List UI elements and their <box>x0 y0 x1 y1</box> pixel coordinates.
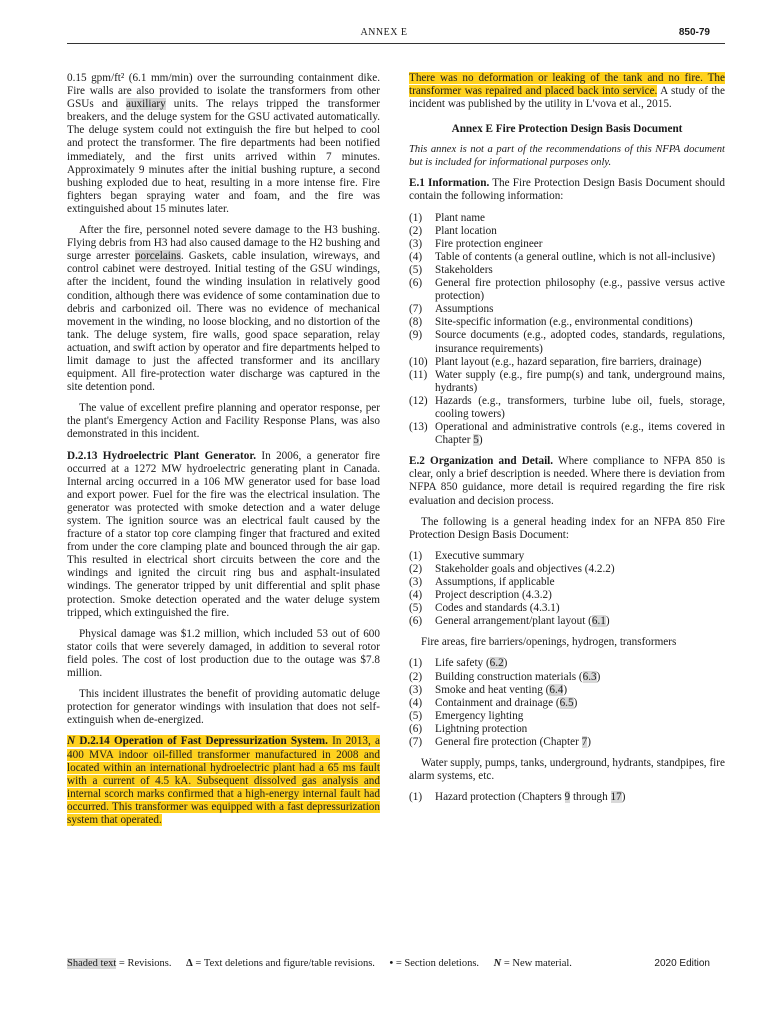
list-text: Stakeholder goals and objectives (4.2.2) <box>435 562 615 575</box>
list-item <box>409 369 725 395</box>
list-number: (6) <box>409 722 423 735</box>
page-number: 850-79 <box>678 27 710 38</box>
list-number: (1) <box>409 549 423 562</box>
list-item <box>409 671 725 684</box>
list-item <box>409 238 725 251</box>
list-number: (3) <box>409 576 423 588</box>
list-item <box>409 329 725 355</box>
annex-title: Annex E Fire Protection Design Basis Document <box>451 123 683 136</box>
list-item <box>409 356 725 369</box>
list-item <box>409 736 725 749</box>
list-text: Containment and drainage (6.5) <box>435 696 578 709</box>
section-heading: E.1 Information. <box>409 177 490 190</box>
list-number: (1) <box>409 657 423 670</box>
revision-shade: auxiliary <box>125 98 166 111</box>
list-item <box>409 684 725 697</box>
delta-icon: Δ <box>186 958 193 969</box>
list-number: (4) <box>409 696 423 709</box>
section-e-1: E.1 Information. The Fire Protection Design Basis Document should contain the following information: <box>409 177 725 203</box>
list-text: General arrangement/plant layout (6.1) <box>435 615 610 628</box>
list-item <box>409 589 725 602</box>
list-text: Emergency lighting <box>435 709 524 722</box>
list-item <box>409 563 725 576</box>
revision-shade: 17 <box>610 791 622 804</box>
list-number: (2) <box>409 670 423 683</box>
revision-shade: 6.3 <box>582 670 597 683</box>
list-text: Hazards (e.g., transformers, turbine lube oil, fuels, storage, cooling towers) <box>435 394 725 420</box>
list-item <box>409 251 725 264</box>
list-item <box>409 277 725 303</box>
section-heading: D.2.14 Operation of Fast Depressurization System. <box>79 735 328 748</box>
list-number: (9) <box>409 329 423 342</box>
revision-shade: 6.5 <box>559 696 574 709</box>
list-number: (6) <box>409 277 423 290</box>
fire-areas-list <box>409 657 725 749</box>
list-number: (5) <box>409 263 423 276</box>
left-column <box>67 72 380 835</box>
list-text: Assumptions, if applicable <box>435 576 555 588</box>
list-number: (7) <box>409 303 423 316</box>
header-rule <box>67 43 725 44</box>
list-text: Water supply (e.g., fire pump(s) and tank, underground mains, hydrants) <box>435 368 725 394</box>
list-text: Stakeholders <box>435 263 493 276</box>
paragraph: The value of excellent prefire planning and operator response, per the plant's Emergency Action and Facility Response Plans, was also demonstrated in this incident. <box>67 402 380 441</box>
paragraph: 0.15 gpm/ft² (6.1 mm/min) over the surrounding containment dike. Fire walls are also provided to isolate the transformers from other GSUs and auxiliary units. The relays tripped the transformer breakers, and the deluge system for the GSU activated automatically. The deluge system could not extinguish the fire but helped to cool and protect the transformer. The fire departments had been notified immediately, and the first units arrived within 7 minutes. Approximately 9 minutes after the initial bushing rupture, a second bushing exploded due to heat, resulting in a more intense fire. Fire fighters began spraying water and foam, and the fire was extinguished about 15 minutes later. <box>67 72 381 215</box>
list-text: Plant location <box>435 224 497 237</box>
water-supply-list <box>409 791 725 804</box>
revision-shade: 9 <box>564 791 571 804</box>
list-item <box>409 697 725 710</box>
list-number: (1) <box>409 791 423 804</box>
revision-shade: 7 <box>581 736 588 749</box>
list-item <box>409 602 725 615</box>
revision-shade: 6.1 <box>591 615 606 628</box>
list-text: General fire protection (Chapter 7) <box>435 736 591 749</box>
list-number: (13) <box>409 421 428 434</box>
highlighted-text: There was no deformation or leaking of the tank and no fire. The transformer was repaired and placed back into service. <box>409 72 725 98</box>
section-d-2-14: N D.2.14 Operation of Fast Depressurization System. In 2013, a 400 MVA indoor oil-filled transformer manufactured in 2008 and located within an international hydroelectric plant had a 65 ms fault with a current of 4.5 kA. Subsequent dissolved gas analysis and internal scorch marks confirmed that a high-energy internal fault had occurred. This transformer was equipped with a fast depressurization system that operated. <box>67 735 380 826</box>
list-number: (4) <box>409 250 423 263</box>
list-number: (2) <box>409 562 423 575</box>
list-text: Plant layout (e.g., hazard separation, fire barriers, drainage) <box>435 355 702 368</box>
revision-shade: 6.2 <box>489 657 504 670</box>
list-number: (1) <box>409 211 423 224</box>
right-column <box>409 72 725 812</box>
list-text: Operational and administrative controls (e.g., items covered in Chapter 5) <box>435 421 725 447</box>
list-item <box>409 550 725 563</box>
section-d-2-13: D.2.13 Hydroelectric Plant Generator. In 2006, a generator fire occurred at a 1272 MW hydroelectric generating plant in Canada. Internal arcing occurred in a 106 MW generator used for base load and export power. Fuel for the fire was the electrical insulation. The generator was protected with smoke detection and a water deluge system. The ignition source was an electrical fault caused by the fracture of a stator top core clamping finger that fractured and exited from under the core clamping plate and bounced through the air gap. This resulted in electrical short circuits between the core and the windings and ignited the circuit ring bus and asphalt-insulated windings. The generator tripped by unit differential and split phase protection. Smoke detection operated and the water deluge system tripped, which extinguished the fire. <box>67 449 380 619</box>
revision-shade: 6.4 <box>549 683 564 696</box>
paragraph: There was no deformation or leaking of the tank and no fire. The transformer was repaired and placed back into service. A study of the incident was published by the utility in L'vova et al., 2015. <box>409 72 725 111</box>
list-number: (5) <box>409 709 423 722</box>
list-number: (6) <box>409 615 423 628</box>
list-text: Smoke and heat venting (6.4) <box>435 683 568 696</box>
legend-shaded-text: Shaded text <box>67 958 117 969</box>
heading-index-list <box>409 550 725 629</box>
list-item <box>409 212 725 225</box>
information-list <box>409 212 725 448</box>
paragraph: Water supply, pumps, tanks, underground, hydrants, standpipes, fire alarm systems, etc. <box>409 757 725 783</box>
list-text: Life safety (6.2) <box>435 657 508 670</box>
list-text: Source documents (e.g., adopted codes, standards, regulations, insurance requirements) <box>435 329 725 355</box>
header-annex-label: ANNEX E <box>360 27 408 38</box>
list-text: Table of contents (a general outline, which is not all-inclusive) <box>435 250 716 263</box>
list-item <box>409 225 725 238</box>
new-material-mark: N <box>67 735 76 748</box>
list-text: Fire protection engineer <box>435 237 543 250</box>
list-item <box>409 264 725 277</box>
section-heading: D.2.13 Hydroelectric Plant Generator. <box>67 449 257 462</box>
list-item <box>409 791 725 804</box>
list-item <box>409 615 725 628</box>
new-material-icon: N <box>493 958 502 969</box>
list-text: Project description (4.3.2) <box>435 589 552 602</box>
list-number: (10) <box>409 355 428 368</box>
list-item <box>409 710 725 723</box>
list-text: Plant name <box>435 211 486 224</box>
list-text: Hazard protection (Chapters 9 through 17) <box>435 791 626 804</box>
edition-label: 2020 Edition <box>654 958 710 969</box>
list-text: Site-specific information (e.g., environmental conditions) <box>435 316 693 329</box>
list-item <box>409 421 725 447</box>
list-number: (3) <box>409 683 423 696</box>
revision-shade: 5 <box>473 434 479 447</box>
paragraph: This incident illustrates the benefit of providing automatic deluge protection for generator windings with insulation that does not self-extinguish when de-energized. <box>67 688 380 727</box>
list-number: (8) <box>409 316 423 329</box>
list-item <box>409 576 725 589</box>
paragraph: Physical damage was $1.2 million, which included 53 out of 600 stator coils that were severely damaged, in addition to several rotor field poles. The cost of lost production due to the outage was $7.8 million. <box>67 627 380 680</box>
list-number: (12) <box>409 394 428 407</box>
bullet-icon: • <box>389 958 394 969</box>
list-number: (5) <box>409 602 423 615</box>
list-number: (2) <box>409 224 423 237</box>
list-number: (4) <box>409 589 423 602</box>
revision-shade: porcelains <box>134 250 181 263</box>
list-item <box>409 723 725 736</box>
section-e-2: E.2 Organization and Detail. Where compliance to NFPA 850 is clear, only a brief description is needed. Where there is deviation from NFPA 850 guidance, more detail is required regarding the fire risk evaluation and decision process. <box>409 455 725 507</box>
list-item <box>409 316 725 329</box>
list-text: Assumptions <box>435 303 494 316</box>
list-text: Codes and standards (4.3.1) <box>435 602 560 615</box>
list-number: (11) <box>409 368 428 381</box>
list-number: (7) <box>409 736 423 749</box>
list-item <box>409 395 725 421</box>
footer-legend: Shaded text = Revisions. Δ = Text deletions and figure/table revisions. • = Section deletions. N = New material. <box>67 958 572 969</box>
list-item <box>409 303 725 316</box>
paragraph: Fire areas, fire barriers/openings, hydrogen, transformers <box>421 636 677 649</box>
list-text: Building construction materials (6.3) <box>435 670 601 683</box>
annex-note: This annex is not a part of the recommendations of this NFPA document but is included for informational purposes only. <box>409 144 725 168</box>
list-text: General fire protection philosophy (e.g., passive versus active protection) <box>435 277 725 303</box>
list-text: Executive summary <box>435 549 525 562</box>
list-item <box>409 657 725 670</box>
section-heading: E.2 Organization and Detail. <box>409 455 554 468</box>
paragraph: The following is a general heading index for an NFPA 850 Fire Protection Design Basis Document: <box>409 515 725 541</box>
list-number: (3) <box>409 237 423 250</box>
paragraph: After the fire, personnel noted severe damage to the H3 bushing. Flying debris from H3 had also caused damage to the H2 bushing and surge arrester porcelains. Gaskets, cable insulation, wireways, and control cabinet were destroyed. Initial testing of the GSU windings, after the incident, found the winding insulation in relatively good condition, although there was evidence of some contamination due to debris and carbonized oil. There was no evidence of mechanical movement in the winding, no loose blocking, and no distortion of the tank. The deluge system, fire walls, good space separation, relay actuation, and swift action by operator and fire departments helped to limit damage to just the affected transformer and its ancillary equipment. All fire-protection water discharge was captured in the site detention pond. <box>67 224 380 394</box>
list-text: Lightning protection <box>435 722 528 735</box>
